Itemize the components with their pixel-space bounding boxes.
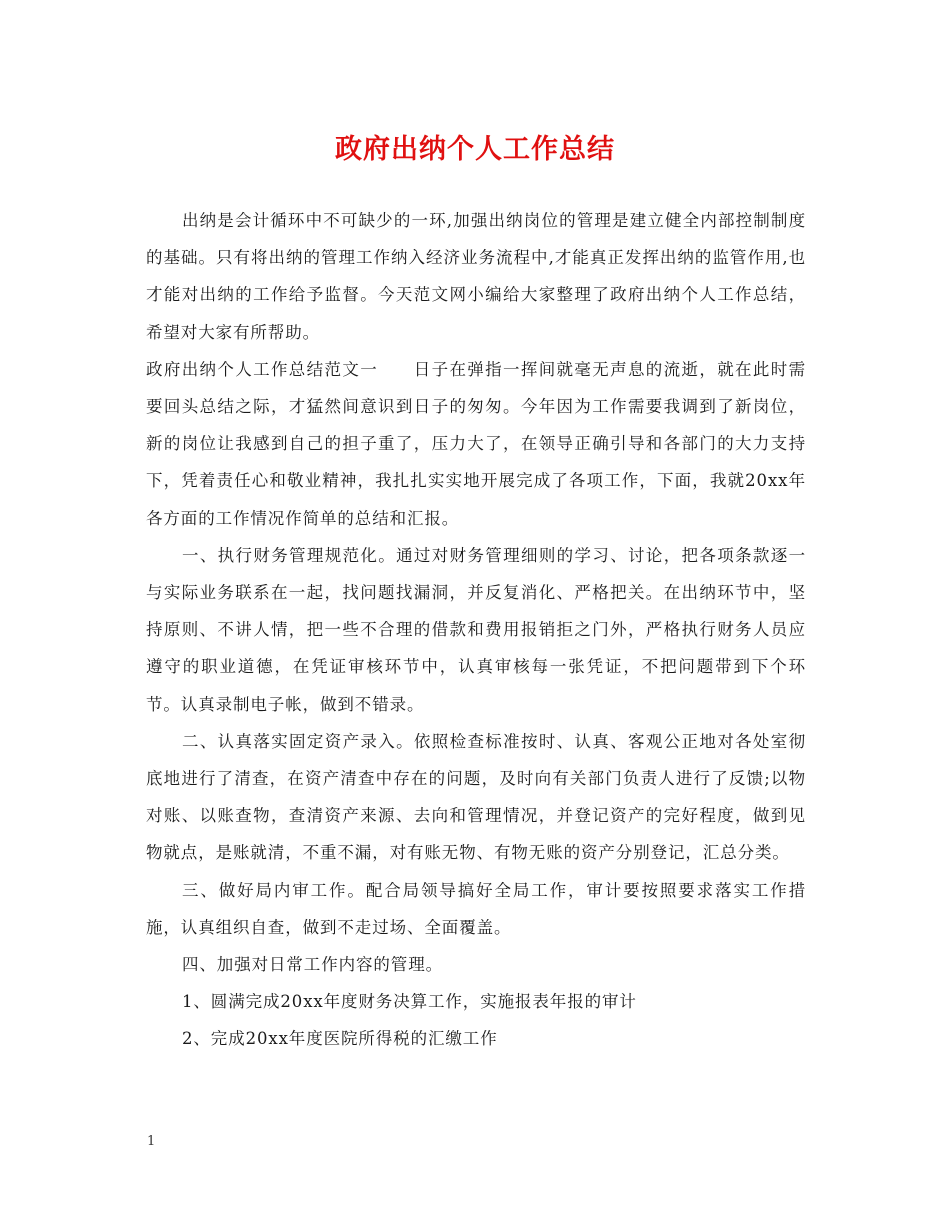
sample-one-paragraph: 政府出纳个人工作总结范文一 日子在弹指一挥间就毫无声息的流逝，就在此时需要回头总结之际，才猛然间意识到日子的匆匆。今年因为工作需要我调到了新岗位，新的岗位让我感到自己的担子重了，压力大了，在领导正确引导和各部门的大力支持下，凭着责任心和敬业精神，我扎扎实实地开展完成了各项工作，下面，我就20xx年各方面的工作情况作简单的总结和汇报。 bbox=[146, 359, 806, 528]
page-number: 1 bbox=[147, 1134, 156, 1149]
document-title: 政府出纳个人工作总结 bbox=[335, 134, 615, 165]
list-item: 1、圆满完成20xx年度财务决算工作，实施报表年报的审计 bbox=[182, 992, 637, 1012]
list-item: 2、完成20xx年度医院所得税的汇缴工作 bbox=[182, 1029, 498, 1049]
section-four-heading: 四、加强对日常工作内容的管理。 bbox=[182, 955, 443, 975]
section-three-paragraph: 三、做好局内审工作。配合局领导搞好全局工作，审计要按照要求落实工作措施，认真组织自查，做到不走过场、全面覆盖。 bbox=[146, 880, 806, 937]
intro-paragraph: 出纳是会计循环中不可缺少的一环,加强出纳岗位的管理是建立健全内部控制制度的基础。只有将出纳的管理工作纳入经济业务流程中,才能真正发挥出纳的监管作用,也才能对出纳的工作给予监督。今天范文网小编给大家整理了政府出纳个人工作总结，希望对大家有所帮助。 bbox=[146, 211, 806, 342]
section-two-paragraph: 二、认真落实固定资产录入。依照检查标准按时、认真、客观公正地对各处室彻底地进行了清查，在资产清查中存在的问题，及时向有关部门负责人进行了反馈;以物对账、以账查物，查清资产来源、去向和管理情况，并登记资产的完好程度，做到见物就点，是账就清，不重不漏，对有账无物、有物无账的资产分别登记，汇总分类。 bbox=[146, 731, 806, 863]
section-one-paragraph: 一、执行财务管理规范化。通过对财务管理细则的学习、讨论，把各项条款逐一与实际业务联系在一起，找问题找漏洞，并反复消化、严格把关。在出纳环节中，坚持原则、不讲人情，把一些不合理的借款和费用报销拒之门外，严格执行财务人员应遵守的职业道德，在凭证审核环节中，认真审核每一张凭证，不把问题带到下个环节。认真录制电子帐，做到不错录。 bbox=[146, 545, 806, 714]
document-body bbox=[146, 202, 806, 1058]
